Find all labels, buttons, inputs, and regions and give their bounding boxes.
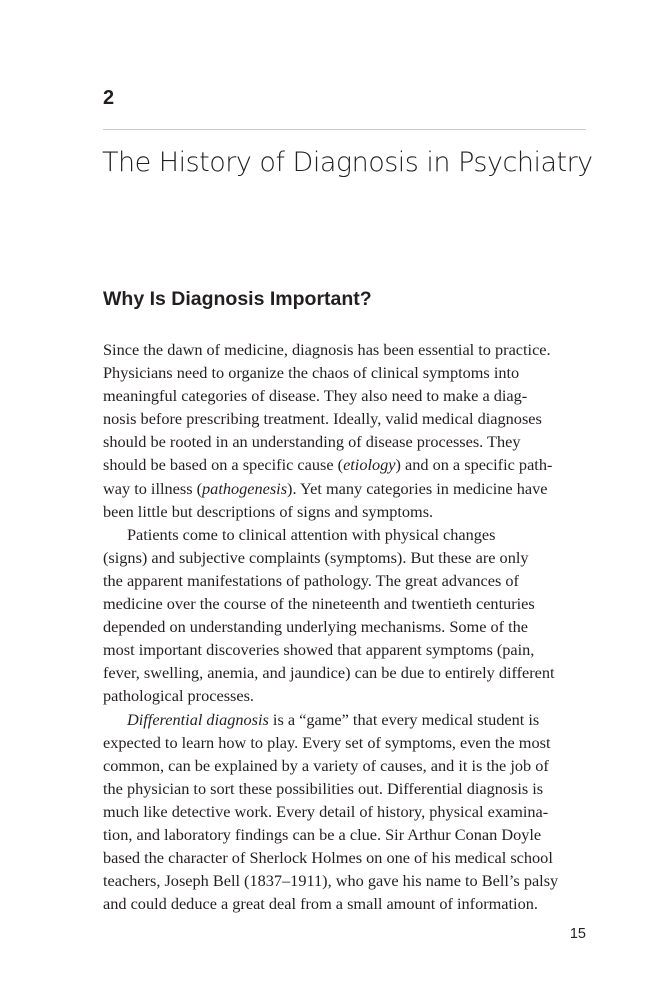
text-line: should be rooted in an understanding of disease processes. They [103,432,521,452]
text-line: pathological processes. [103,686,255,706]
text-fragment: way to illness ( [103,478,203,498]
text-line [103,453,587,476]
text-line: common, can be explained by a variety of causes, and it is the job of [103,755,549,775]
chapter-number: 2 [103,87,115,109]
text-line: most important discoveries showed that apparent symptoms (pain, [103,640,535,660]
text-line: expected to learn how to play. Every set of symptoms, even the most [103,732,551,752]
chapter-rule [103,129,586,130]
text-fragment: should be based on a specific cause ( [103,455,344,475]
paragraph-3 [103,708,587,916]
paragraph-2 [103,523,587,708]
chapter-title: The History of Diagnosis in Psychiatry [102,147,593,178]
emphasis-etiology: etiology [343,455,396,475]
text-line: much like detective work. Every detail of history, physical examina- [103,801,549,821]
paragraph-1 [103,338,587,523]
text-fragment: is a “game” that every medical student is [268,709,540,729]
body-text [103,338,587,915]
text-line: the apparent manifestations of pathology. The great advances of [103,570,519,590]
text-fragment: ). Yet many categories in medicine have [287,478,548,498]
text-line: (signs) and subjective complaints (symptoms). But these are only [103,547,529,567]
emphasis-pathogenesis: pathogenesis [202,478,288,498]
text-line: and could deduce a great deal from a small amount of information. [103,894,538,914]
text-line: tion, and laboratory findings can be a clue. Sir Arthur Conan Doyle [103,824,542,844]
text-line: teachers, Joseph Bell (1837–1911), who gave his name to Bell’s palsy [103,871,559,891]
page-number: 15 [569,926,586,942]
emphasis-differential-diagnosis: Differential diagnosis [127,709,269,729]
text-line: medicine over the course of the nineteenth and twentieth centuries [103,594,535,614]
text-line: based the character of Sherlock Holmes on one of his medical school [103,848,553,868]
text-line: fever, swelling, anemia, and jaundice) can be due to entirely different [103,663,555,683]
text-line: the physician to sort these possibilities out. Differential diagnosis is [103,778,544,798]
section-heading: Why Is Diagnosis Important? [103,288,372,310]
text-line: Physicians need to organize the chaos of clinical symptoms into [103,363,520,383]
text-fragment: ) and on a specific path- [395,455,553,475]
text-line: Patients come to clinical attention with physical changes [127,524,496,544]
text-line: depended on understanding underlying mechanisms. Some of the [103,617,529,637]
text-line [103,708,587,731]
text-line [103,477,587,500]
text-line: nosis before prescribing treatment. Ideally, valid medical diagnoses [103,409,542,429]
text-line: meaningful categories of disease. They also need to make a diag- [103,386,528,406]
text-line: Since the dawn of medicine, diagnosis has been essential to practice. [103,340,551,359]
text-line: been little but descriptions of signs and symptoms. [103,501,434,521]
